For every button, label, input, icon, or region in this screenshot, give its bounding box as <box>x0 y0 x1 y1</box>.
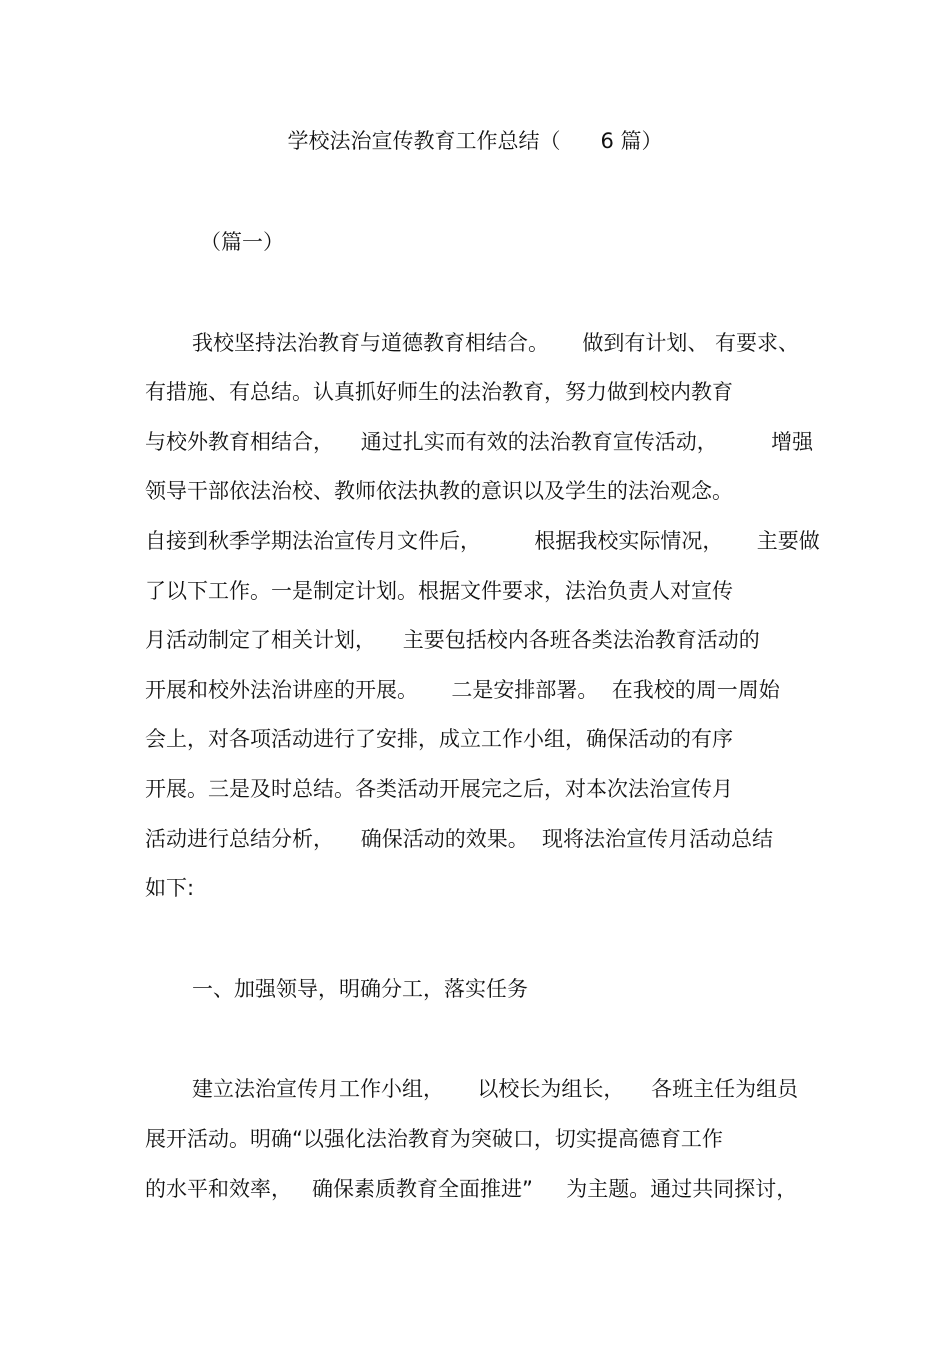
paragraph-line: 的水平和效率， 确保素质教育全面推进” 为主题。通过共同探讨， <box>145 1177 798 1201</box>
paragraph-line: 与校外教育相结合， 通过扎实而有效的法治教育宣传活动， 增强 <box>145 430 814 454</box>
paragraph-line: 展开活动。明确“以强化法治教育为突破口，切实提高德育工作 <box>145 1127 723 1151</box>
part-label: （篇一） <box>200 230 284 254</box>
paragraph-line: 会上，对各项活动进行了安排，成立工作小组，确保活动的有序 <box>145 727 733 751</box>
paragraph-line: 开展和校外法治讲座的开展。 二是安排部署。 在我校的周一周始 <box>145 678 780 702</box>
paragraph-line: 领导干部依法治校、教师依法执教的意识以及学生的法治观念。 <box>145 479 733 503</box>
document-title: 学校法治宣传教育工作总结（ 6 篇） <box>287 129 663 153</box>
paragraph-line: 开展。三是及时总结。各类活动开展完之后，对本次法治宣传月 <box>145 777 733 801</box>
paragraph-line: 月活动制定了相关计划， 主要包括校内各班各类法治教育活动的 <box>145 628 760 652</box>
paragraph-line: 有措施、有总结。认真抓好师生的法治教育，努力做到校内教育 <box>145 380 733 404</box>
paragraph-line: 建立法治宣传月工作小组， 以校长为组长， 各班主任为组员 <box>192 1077 799 1101</box>
section-heading: 一、加强领导，明确分工，落实任务 <box>192 977 528 1001</box>
paragraph-line: 我校坚持法治教育与道德教育相结合。 做到有计划、 有要求、 <box>192 331 800 355</box>
paragraph-line: 活动进行总结分析， 确保活动的效果。 现将法治宣传月活动总结 <box>145 827 774 851</box>
paragraph-line: 自接到秋季学期法治宣传月文件后， 根据我校实际情况， 主要做 <box>145 529 820 553</box>
paragraph-line: 如下: <box>145 876 195 900</box>
paragraph-line: 了以下工作。一是制定计划。根据文件要求，法治负责人对宣传 <box>145 579 733 603</box>
